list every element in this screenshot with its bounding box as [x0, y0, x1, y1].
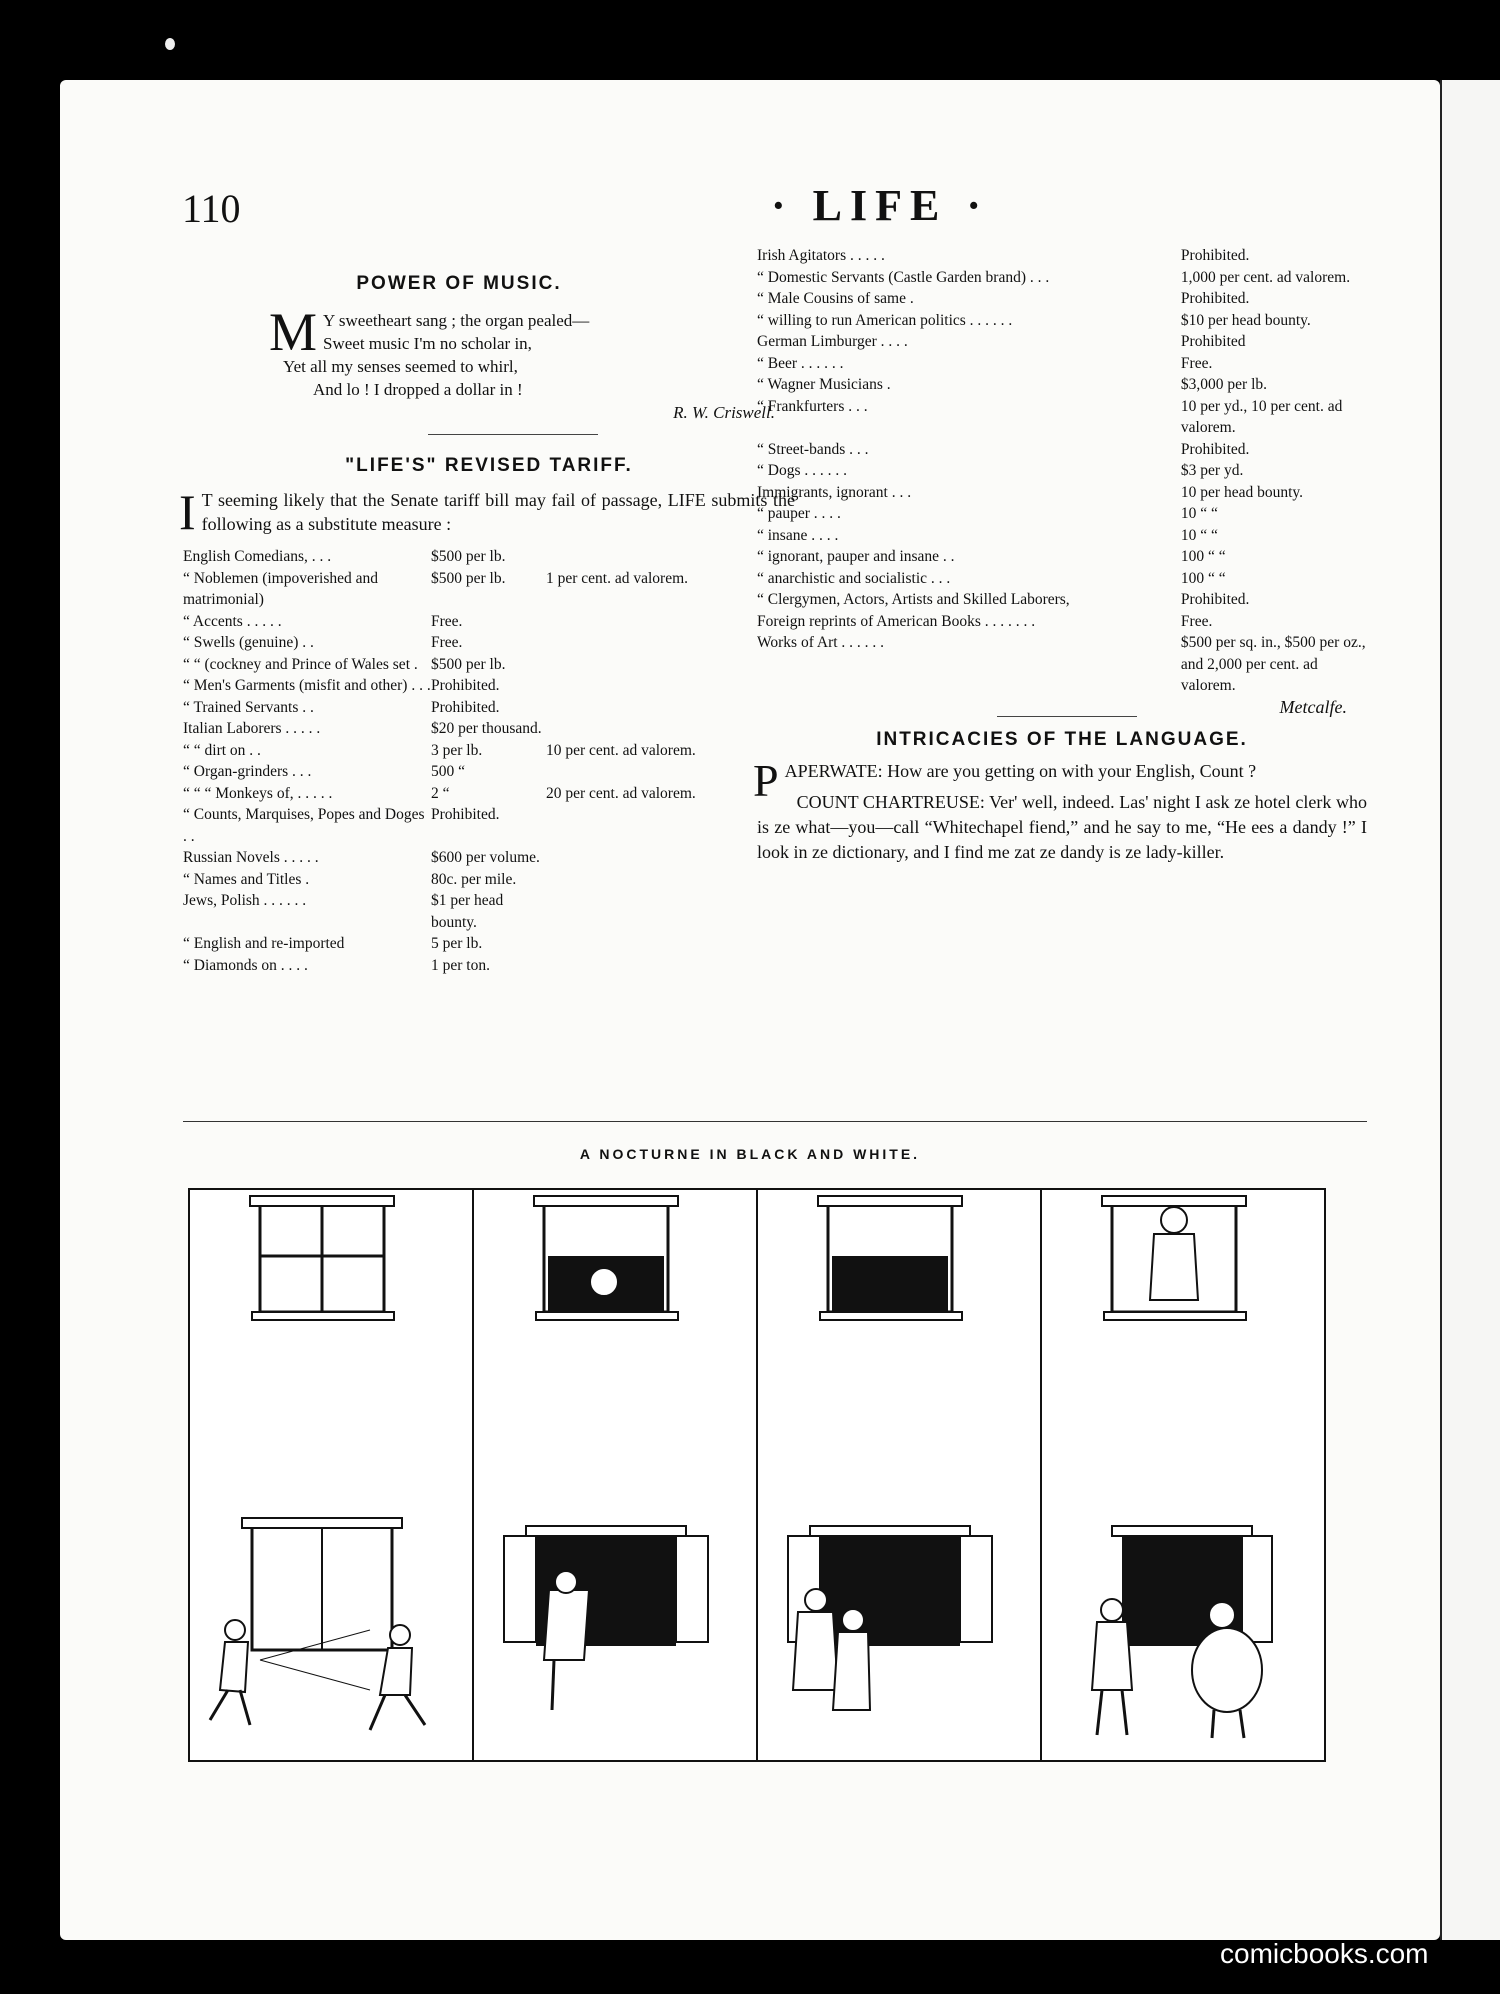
tariff-row	[757, 245, 1367, 267]
tariff-rate: Prohibited.	[1180, 440, 1250, 458]
tariff-item: German Limburger . . . .	[757, 333, 908, 350]
tariff-rate: Free.	[431, 634, 463, 651]
tariff-item: “ Men's Garments (misfit and other) . . .	[183, 677, 431, 694]
tariff-row	[183, 632, 795, 654]
comic-panel-1-art	[190, 1190, 472, 1760]
poem-title: POWER OF MUSIC.	[356, 273, 562, 294]
tariff-item: English Comedians, . . .	[183, 548, 332, 565]
tariff-row	[183, 955, 795, 977]
comic-panel-4-art	[1042, 1190, 1324, 1760]
tariff-row	[183, 546, 795, 568]
tariff-rate: $500 per lb.	[431, 655, 506, 673]
tariff-item: “ Names and Titles .	[183, 870, 310, 888]
tariff-item: “ “ (cockney and Prince of Wales set .	[183, 655, 418, 673]
tariff-rate: 3 per lb.	[431, 741, 483, 759]
tariff-row	[183, 890, 795, 933]
poem-dropcap: M	[269, 301, 318, 362]
tariff-title: "LIFE'S" REVISED TARIFF.	[345, 454, 633, 476]
tariff-rate: 100 “ “	[1180, 569, 1226, 587]
tariff-item: “ anarchistic and socialistic . . .	[757, 569, 951, 587]
tariff-rate: 80c. per mile.	[431, 870, 517, 888]
poem-signature: R. W. Criswell.	[673, 402, 775, 422]
tariff-item: “ Organ-grinders . . .	[183, 763, 312, 780]
tariff-item: “ insane . . . .	[757, 526, 839, 544]
tariff-item: Immigrants, ignorant . . .	[757, 483, 912, 501]
tariff-intro	[179, 484, 795, 540]
tariff-row	[183, 740, 795, 762]
tariff-rate: 100 “ “	[1180, 548, 1226, 565]
tariff-item: “ Counts, Marquises, Popes and Doges . .	[183, 806, 425, 845]
tariff-extra	[546, 955, 795, 977]
tariff-row	[757, 288, 1367, 310]
speaker-1: APERWATE:	[784, 760, 883, 781]
tariff-rate: 10 per head bounty.	[1180, 483, 1304, 501]
tariff-signature: Metcalfe.	[1279, 696, 1347, 717]
tariff-row	[183, 847, 795, 869]
tariff-item: Jews, Polish . . . . . .	[183, 892, 307, 909]
tariff-item: “ Accents . . . . .	[183, 612, 282, 630]
tariff-rate: $3 per yd.	[1180, 462, 1244, 479]
tariff-rate: $3,000 per lb.	[1180, 376, 1268, 393]
tariff-rate: $500 per sq. in., $500 per oz., and 2,000 per cent. ad valorem.	[1180, 634, 1366, 694]
tariff-item: Works of Art . . . . . .	[757, 634, 885, 651]
tariff-rate: Prohibited.	[431, 806, 500, 823]
tariff-rate: $600 per volume.	[431, 849, 540, 866]
tariff-rate: 10 per yd., 10 per cent. ad valorem.	[1180, 397, 1343, 436]
tariff-item: “ Domestic Servants (Castle Garden brand) . . .	[757, 268, 1050, 286]
tariff-rate: Free.	[1180, 354, 1213, 372]
tariff-item: “ Frankfurters . . .	[757, 397, 868, 415]
tariff-rate: Prohibited.	[431, 677, 500, 694]
tariff-item: “ willing to run American politics . . . . . .	[757, 311, 1013, 329]
tariff-item: Irish Agitators . . . . .	[757, 247, 885, 264]
tariff-extra: 20 per cent. ad valorem.	[546, 784, 696, 802]
tariff-item: “ ignorant, pauper and insane . .	[757, 548, 955, 565]
poem	[269, 301, 795, 424]
tariff-row	[757, 267, 1367, 289]
tariff-rate: Prohibited.	[1180, 591, 1250, 608]
tariff-row	[757, 568, 1367, 590]
tariff-item: “ Wagner Musicians .	[757, 376, 891, 393]
tariff-rate: Prohibited.	[431, 698, 500, 716]
tariff-row	[183, 611, 795, 633]
tariff-row	[183, 654, 795, 676]
tariff-item: “ Swells (genuine) . .	[183, 634, 314, 651]
tariff-row	[183, 783, 795, 805]
tariff-row	[757, 525, 1367, 547]
tariff-item: “ Clergymen, Actors, Artists and Skilled Laborers,	[757, 591, 1070, 608]
page-number: 110	[182, 186, 241, 231]
tariff-item: “ English and re-imported	[183, 935, 345, 952]
tariff-item: “ Beer . . . . . .	[757, 354, 844, 372]
tariff-item: “ Trained Servants . .	[183, 698, 314, 716]
tariff-row	[183, 761, 795, 783]
tariff-item: “ Noblemen (impoverished and matrimonial)	[183, 569, 378, 608]
tariff-rate: Free.	[431, 612, 463, 630]
tariff-table-left	[183, 546, 795, 976]
masthead	[60, 180, 1440, 231]
tariff-extra	[546, 890, 795, 933]
tariff-row	[757, 439, 1367, 461]
watermark: comicbooks.com	[1220, 1938, 1429, 1969]
comic-panel-4	[1040, 1188, 1326, 1762]
tariff-rate: Prohibited.	[1180, 290, 1250, 307]
right-column	[753, 245, 1367, 865]
divider	[428, 434, 598, 435]
comic-panel-2-art	[474, 1190, 756, 1760]
speech-2: Ver' well, indeed. Las' night I ask ze hotel clerk who is ze what—you—call “Whitechapel fiend,” and he say to me, “He ees a dandy !” I look in ze dictionary, and I find me zat ze dandy is ze lady-killer.	[757, 791, 1367, 862]
tariff-row	[757, 482, 1367, 504]
tariff-item: “ Diamonds on . . . .	[183, 956, 308, 974]
language-dialogue	[753, 754, 1367, 865]
dialogue-line-2	[757, 790, 1367, 865]
tariff-dropcap: I	[179, 484, 196, 540]
tariff-rate: Free.	[1180, 612, 1213, 630]
tariff-item: “ Street-bands . . .	[757, 440, 869, 458]
tariff-rate: $10 per head bounty.	[1180, 311, 1311, 329]
speaker-2: COUNT CHARTREUSE:	[796, 791, 985, 812]
tariff-item: Russian Novels . . . . .	[183, 849, 319, 866]
tariff-row	[757, 331, 1367, 353]
tariff-item: “ “ “ Monkeys of, . . . . .	[183, 784, 333, 802]
scan-dot	[165, 38, 175, 50]
poem-line: Y sweetheart sang ; the organ pealed—	[323, 310, 590, 330]
tariff-item: “ Male Cousins of same .	[757, 290, 914, 307]
tariff-rate: 1,000 per cent. ad valorem.	[1180, 268, 1351, 286]
poem-line: Yet all my senses seemed to whirl,	[283, 356, 518, 376]
tariff-row	[757, 353, 1367, 375]
tariff-row	[757, 460, 1367, 482]
tariff-rate: Prohibited	[1180, 333, 1246, 350]
tariff-rate: $500 per lb.	[431, 548, 506, 565]
tariff-row	[757, 503, 1367, 525]
tariff-row	[757, 589, 1367, 611]
tariff-table-right	[757, 245, 1367, 697]
tariff-row	[183, 804, 795, 847]
magazine-page	[60, 80, 1440, 1940]
comic-panel-3	[756, 1188, 1042, 1762]
divider	[997, 716, 1137, 717]
comic-title: A NOCTURNE IN BLACK AND WHITE.	[579, 1146, 921, 1162]
tariff-rate: Prohibited.	[1180, 247, 1250, 264]
tariff-extra	[546, 933, 795, 955]
tariff-rate: $500 per lb.	[431, 569, 506, 587]
tariff-item: “ “ dirt on . .	[183, 741, 261, 759]
tariff-row	[183, 675, 795, 697]
tariff-item: Italian Laborers . . . . .	[183, 720, 321, 737]
tariff-rate: $20 per thousand.	[431, 720, 542, 737]
tariff-rate: 1 per ton.	[431, 956, 490, 974]
tariff-row	[757, 374, 1367, 396]
section-divider	[183, 1121, 1367, 1122]
tariff-row	[183, 869, 795, 891]
tariff-item: “ pauper . . . .	[757, 505, 841, 522]
masthead-title: · LIFE ·	[770, 181, 990, 230]
tariff-row	[757, 310, 1367, 332]
language-dropcap: P	[753, 754, 779, 806]
tariff-item: Foreign reprints of American Books . . . . . . .	[757, 612, 1036, 630]
tariff-rate: 2 “	[431, 784, 450, 802]
tariff-rate: $1 per head bounty.	[431, 892, 504, 931]
tariff-rate: 5 per lb.	[431, 935, 483, 952]
tariff-row	[757, 632, 1367, 697]
comic-panel-3-art	[758, 1190, 1040, 1760]
tariff-row	[183, 697, 795, 719]
tariff-item: “ Dogs . . . . . .	[757, 462, 847, 479]
tariff-row	[757, 611, 1367, 633]
tariff-row	[183, 718, 795, 740]
poem-line: And lo ! I dropped a dollar in !	[313, 379, 523, 399]
comic-panel-1	[188, 1188, 474, 1762]
speech-1: How are you getting on with your English, Count ?	[887, 760, 1257, 781]
tariff-row	[183, 568, 795, 611]
language-title: INTRICACIES OF THE LANGUAGE.	[876, 729, 1248, 750]
tariff-row	[183, 933, 795, 955]
tariff-row	[757, 396, 1367, 439]
comic-panel-2	[472, 1188, 758, 1762]
tariff-row	[757, 546, 1367, 568]
poem-line: Sweet music I'm no scholar in,	[323, 333, 532, 353]
left-column	[179, 245, 795, 976]
tariff-extra: 10 per cent. ad valorem.	[546, 741, 696, 759]
adjacent-page-edge	[1440, 80, 1500, 1940]
tariff-rate: 500 “	[431, 763, 466, 780]
tariff-rate: 10 “ “	[1180, 505, 1218, 522]
tariff-extra: 1 per cent. ad valorem.	[546, 569, 689, 587]
tariff-intro-text: T seeming likely that the Senate tariff bill may fail of passage, LIFE submits the following as a substitute measure :	[201, 490, 795, 534]
tariff-rate: 10 “ “	[1180, 526, 1218, 544]
tariff-extra	[546, 869, 795, 891]
